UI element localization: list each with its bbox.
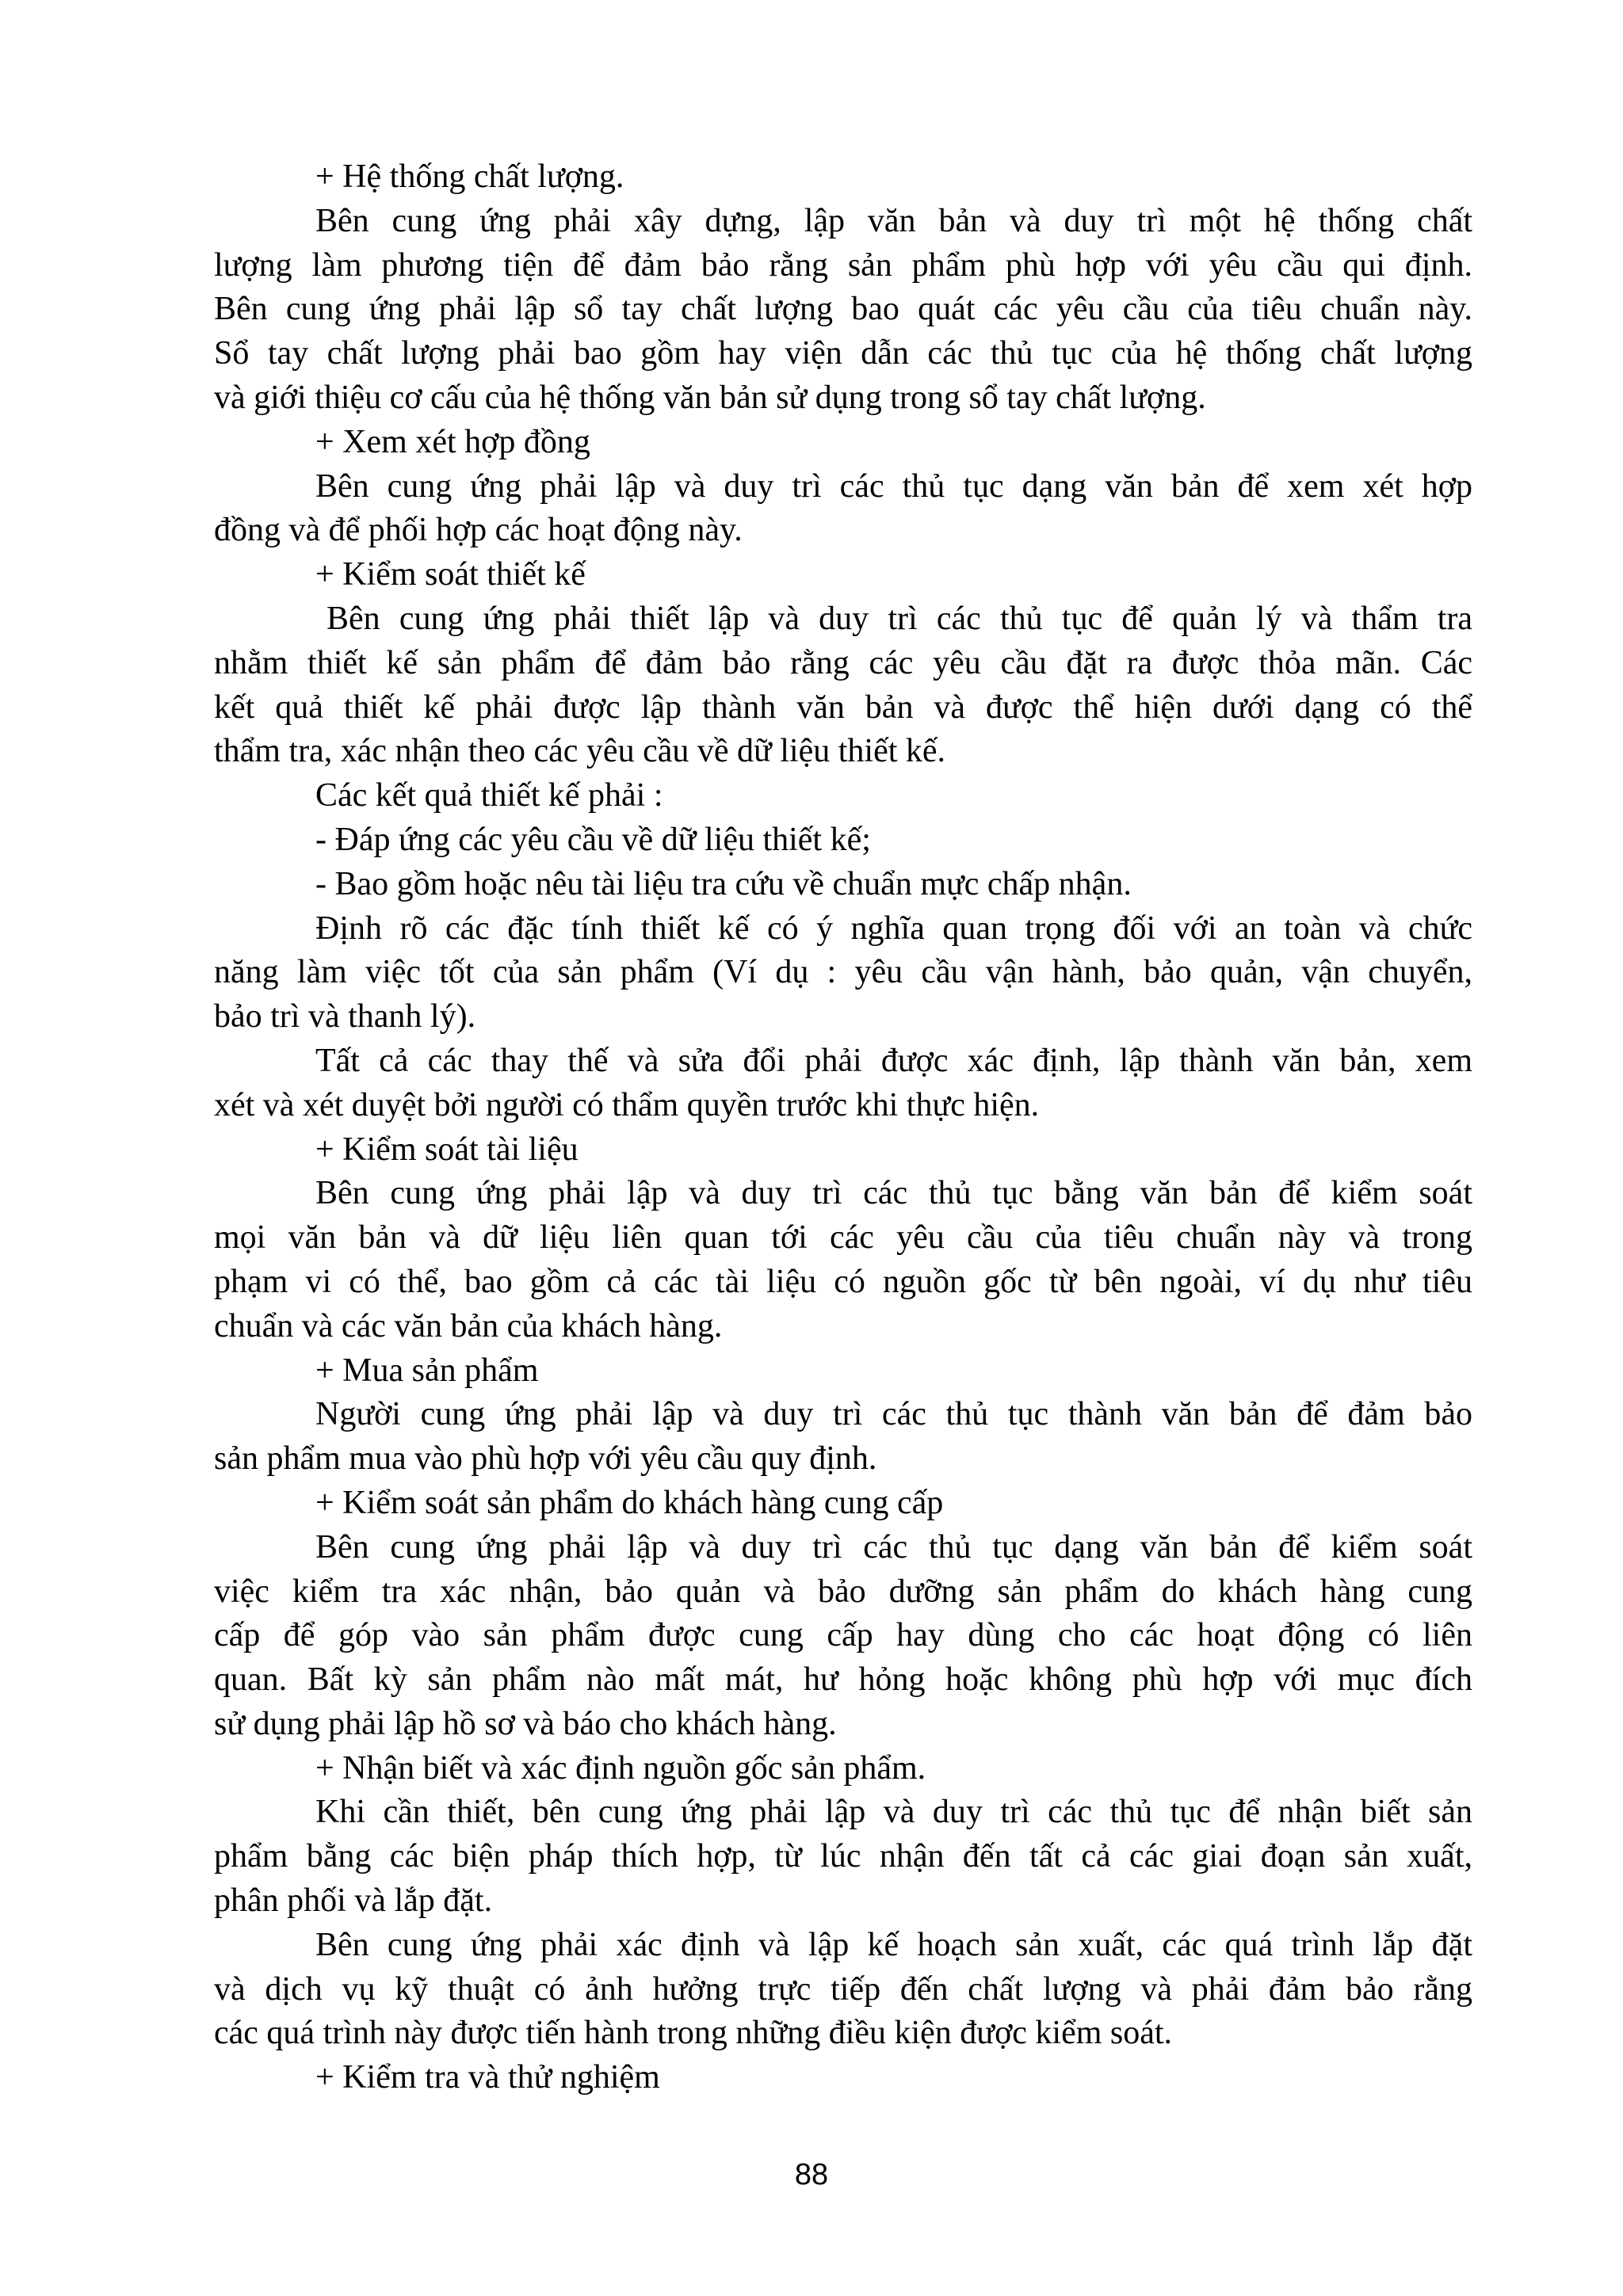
text-line: + Kiểm soát sản phẩm do khách hàng cung cấp — [315, 1484, 944, 1521]
text-line: năng làm việc tốt của sản phẩm (Ví dụ : yêu cầu vận hành, bảo quản, vận chuyển, — [214, 954, 1472, 991]
text-line: việc kiểm tra xác nhận, bảo quản và bảo dưỡng sản phẩm do khách hàng cung — [214, 1573, 1472, 1610]
text-line: thẩm tra, xác nhận theo các yêu cầu về dữ liệu thiết kế. — [214, 733, 946, 770]
text-line: Bên cung ứng phải xây dựng, lập văn bản và duy trì một hệ thống chất — [315, 202, 1472, 239]
text-line: bảo trì và thanh lý). — [214, 998, 476, 1035]
text-line: sử dụng phải lập hồ sơ và báo cho khách hàng. — [214, 1705, 837, 1742]
text-line: Các kết quả thiết kế phải : — [315, 777, 663, 814]
text-line: phẩm bằng các biện pháp thích hợp, từ lúc nhận đến tất cả các giai đoạn sản xuất, — [214, 1838, 1472, 1875]
text-line: các quá trình này được tiến hành trong những điều kiện được kiểm soát. — [214, 2015, 1173, 2052]
text-line: + Kiểm soát thiết kế — [315, 556, 586, 593]
page-number: 88 — [794, 2158, 829, 2191]
text-line: mọi văn bản và dữ liệu liên quan tới các yêu cầu của tiêu chuẩn này và trong — [214, 1219, 1472, 1257]
text-line: nhằm thiết kế sản phẩm để đảm bảo rằng các yêu cầu đặt ra được thỏa mãn. Các — [214, 644, 1472, 681]
text-line: Bên cung ứng phải lập và duy trì các thủ tục bằng văn bản để kiểm soát — [315, 1175, 1472, 1212]
text-line: và giới thiệu cơ cấu của hệ thống văn bản sử dụng trong sổ tay chất lượng. — [214, 379, 1206, 416]
text-line: phạm vi có thể, bao gồm cả các tài liệu có nguồn gốc từ bên ngoài, ví dụ như tiêu — [214, 1263, 1472, 1300]
text-line: Bên cung ứng phải lập và duy trì các thủ tục dạng văn bản để xem xét hợp — [315, 467, 1472, 505]
text-line: + Nhận biết và xác định nguồn gốc sản phẩm. — [315, 1749, 926, 1787]
text-line: Bên cung ứng phải thiết lập và duy trì các thủ tục để quản lý và thẩm tra — [327, 600, 1472, 637]
text-line: - Bao gồm hoặc nêu tài liệu tra cứu về chuẩn mực chấp nhận. — [315, 865, 1132, 902]
text-line: quan. Bất kỳ sản phẩm nào mất mát, hư hỏng hoặc không phù hợp với mục đích — [214, 1661, 1472, 1699]
text-line: Tất cả các thay thế và sửa đổi phải được xác định, lập thành văn bản, xem — [315, 1042, 1472, 1079]
text-line: - Đáp ứng các yêu cầu về dữ liệu thiết kế; — [315, 821, 871, 858]
text-line: Bên cung ứng phải xác định và lập kế hoạch sản xuất, các quá trình lắp đặt — [315, 1926, 1472, 1963]
text-line: xét và xét duyệt bởi người có thẩm quyền trước khi thực hiện. — [214, 1086, 1040, 1123]
text-line: Người cung ứng phải lập và duy trì các thủ tục thành văn bản để đảm bảo — [315, 1396, 1472, 1433]
text-line: Bên cung ứng phải lập sổ tay chất lượng bao quát các yêu cầu của tiêu chuẩn này. — [214, 291, 1472, 328]
text-line: + Kiểm soát tài liệu — [315, 1131, 579, 1168]
text-line: + Mua sản phẩm — [315, 1352, 539, 1389]
text-line: kết quả thiết kế phải được lập thành văn bản và được thể hiện dưới dạng có thể — [214, 688, 1472, 726]
text-line: chuẩn và các văn bản của khách hàng. — [214, 1307, 723, 1344]
text-line: sản phẩm mua vào phù hợp với yêu cầu quy định. — [214, 1440, 877, 1478]
text-line: Khi cần thiết, bên cung ứng phải lập và duy trì các thủ tục để nhận biết sản — [315, 1794, 1472, 1831]
text-line: phân phối và lắp đặt. — [214, 1882, 493, 1920]
document-body — [214, 155, 1472, 2100]
text-line: đồng và để phối hợp các hoạt động này. — [214, 512, 743, 549]
text-line: Định rõ các đặc tính thiết kế có ý nghĩa quan trọng đối với an toàn và chức — [315, 910, 1472, 947]
text-line: lượng làm phương tiện để đảm bảo rằng sản phẩm phù hợp với yêu cầu qui định. — [214, 246, 1472, 284]
text-line: cấp để góp vào sản phẩm được cung cấp hay dùng cho các hoạt động có liên — [214, 1617, 1472, 1654]
text-line: Bên cung ứng phải lập và duy trì các thủ tục dạng văn bản để kiểm soát — [315, 1528, 1472, 1566]
text-line: Sổ tay chất lượng phải bao gồm hay viện dẫn các thủ tục của hệ thống chất lượng — [214, 335, 1472, 372]
text-line: + Kiểm tra và thử nghiệm — [315, 2059, 660, 2096]
text-line: + Hệ thống chất lượng. — [315, 158, 624, 195]
text-line: và dịch vụ kỹ thuật có ảnh hưởng trực tiếp đến chất lượng và phải đảm bảo rằng — [214, 1970, 1472, 2008]
text-line: + Xem xét hợp đồng — [315, 423, 590, 460]
